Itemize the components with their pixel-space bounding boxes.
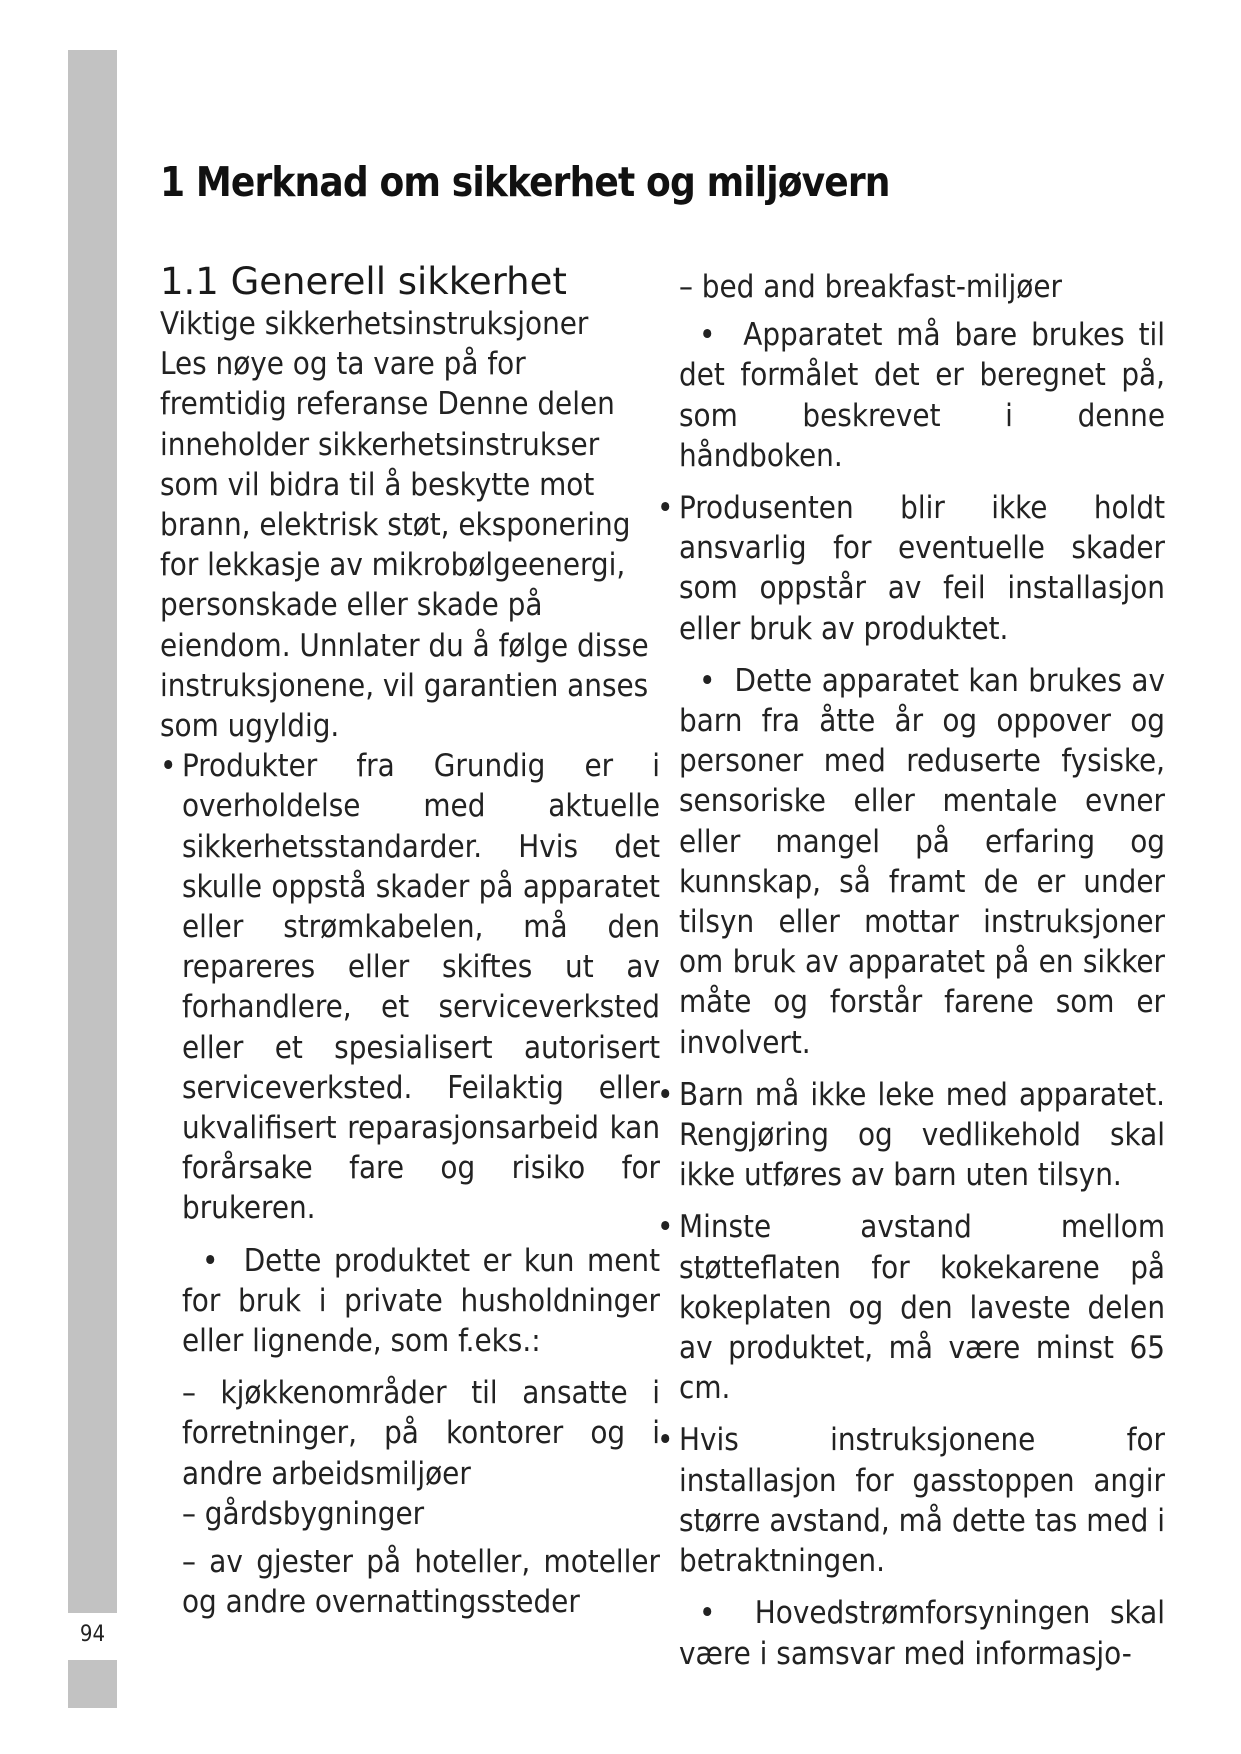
bullet-dot: •: [202, 1242, 219, 1279]
bullet-item: [657, 661, 1165, 1063]
dash-item: – kjøkkenområder til ansatte i forretninger, på kontorer og i andre arbeidsmiljøer: [182, 1375, 660, 1492]
side-bar-decoration: [68, 50, 117, 1613]
bullet-text: Apparatet må bare brukes til det formålet det er beregnet på, som beskrevet i denne håndboken.: [679, 317, 1166, 474]
bullet-item: [657, 1420, 1165, 1581]
bullet-dot: •: [657, 1209, 674, 1246]
bullet-text: Produsenten blir ikke holdt ansvarlig for eventuelle skader som oppstår av feil installasjon eller bruk av produktet.: [679, 490, 1165, 647]
bullet-dot: •: [699, 317, 716, 354]
right-column: [657, 267, 1165, 1674]
dash-item: – bed and breakfast-miljøer: [679, 269, 1062, 305]
bullet-text: Dette apparatet kan brukes av barn fra åtte år og oppover og personer med reduserte fysiske, sensoriske eller mentale evner eller mangel på erfaring og kunnskap, så framt de er under tilsyn eller mottar instruksjoner om bruk av apparatet på en sikker måte og forstår farene som er involvert.: [679, 662, 1165, 1061]
bullet-dot: •: [160, 748, 177, 785]
bullet-item: [160, 746, 660, 1228]
bullet-dot: •: [699, 1595, 716, 1632]
bullet-text: Dette produktet er kun ment for bruk i private husholdninger eller lignende, som f.eks.:: [182, 1242, 660, 1360]
bullet-item: [657, 1075, 1165, 1196]
bullet-text: Barn må ikke leke med apparatet. Rengjøring og vedlikehold skal ikke utføres av barn uten tilsyn.: [679, 1076, 1165, 1194]
chapter-title: 1 Merknad om sikkerhet og miljøvern: [160, 158, 890, 206]
bullet-text: Hvis instruksjonene for installasjon for gasstoppen angir større avstand, må dette tas med i betraktningen.: [679, 1422, 1165, 1580]
bullet-dot: •: [699, 662, 716, 699]
bullet-dot: •: [657, 490, 674, 527]
bullet-item: [657, 1593, 1165, 1673]
bullet-item: [657, 1207, 1165, 1408]
bullet-item: [160, 1241, 660, 1362]
intro-text: Les nøye og ta vare på for fremtidig referanse Denne delen inneholder sikkerhetsinstrukser som vil bidra til å beskytte mot brann, elektrisk støt, eksponering for lekkasje av mikrobølgeenergi, personskade eller skade på eiendom. Unnlater du å følge disse instruksjonene, vil garantien anses som ugyldig.: [160, 346, 649, 745]
page-number: 94: [79, 1622, 106, 1647]
side-bar-bottom-decoration: [68, 1660, 117, 1708]
bullet-item: [657, 315, 1165, 476]
bullet-item: [657, 488, 1165, 649]
bullet-dot: •: [657, 1422, 674, 1459]
intro-heading: Viktige sikkerhetsinstruksjoner: [160, 306, 589, 342]
left-column: [160, 260, 660, 1623]
bullet-text: Hovedstrømforsyningen skal være i samsvar med informasjo-: [679, 1595, 1165, 1672]
bullet-text: Produkter fra Grundig er i overholdelse med aktuelle sikkerhetsstandarder. Hvis det skulle oppstå skader på apparatet eller strømkabelen, må den repareres eller skiftes ut av forhandlere, et serviceverksted eller et spesialisert autorisert serviceverksted. Feilaktig eller ukvalifisert reparasjonsarbeid kan forårsake fare og risiko for brukeren.: [182, 748, 660, 1227]
dash-item: – av gjester på hoteller, moteller og andre overnattingssteder: [182, 1544, 660, 1621]
bullet-text: Minste avstand mellom støtteflaten for kokekarene på kokeplaten og den laveste delen av produktet, må være minst 65 cm.: [679, 1209, 1165, 1407]
dash-item: – gårdsbygninger: [182, 1495, 425, 1532]
bullet-dot: •: [657, 1076, 674, 1113]
section-title: 1.1 Generell sikkerhet: [160, 260, 567, 303]
